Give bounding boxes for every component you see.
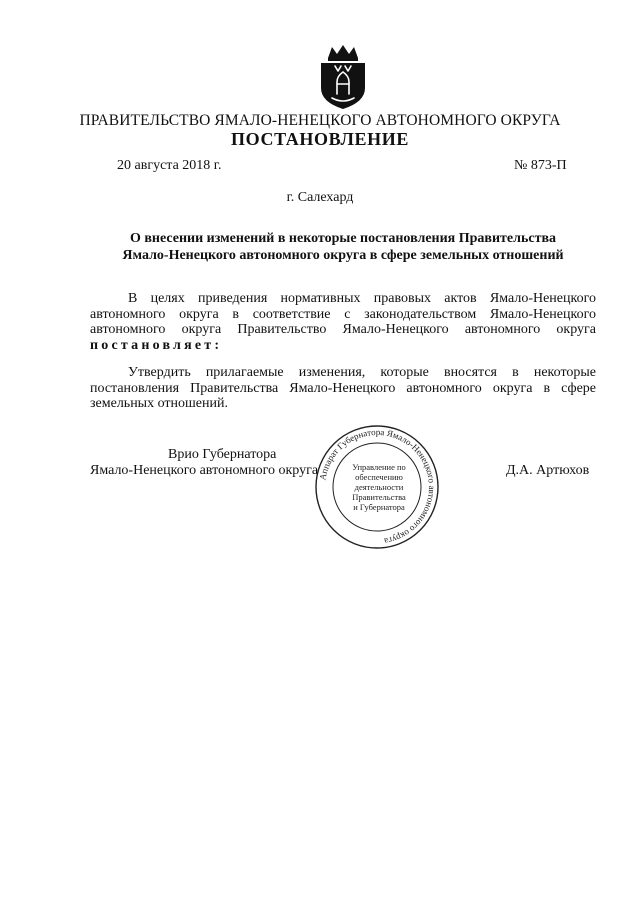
coat-of-arms-icon [318,44,368,110]
stamp-line-4: Правительства [352,492,406,502]
document-city: г. Салехард [286,190,354,205]
document-number: № 873-П [514,158,567,173]
document-title [90,230,596,264]
stamp-ring-text: Аппарат Губернатора Ямало-Ненецкого автономного округа [317,426,438,547]
paragraph-resolution: Утвердить прилагаемые изменения, которые вносятся в некоторые постановления Правительства Ямало-Ненецкого автономного округа в сфере земельных отношений. [90,365,596,411]
signatory-position-line-1: Врио Губернатора [168,447,277,462]
stamp-line-1: Управление по [352,462,406,472]
title-line-2: Ямало-Ненецкого автономного округа в сфере земельных отношений [122,248,564,263]
resolves-word: постановляет [90,337,215,353]
signatory-name: Д.А. Артюхов [506,463,590,478]
paragraph-preamble [90,291,596,353]
document-type: ПОСТАНОВЛЕНИЕ [231,129,409,149]
signatory-position-line-2: Ямало-Ненецкого автономного округа [90,463,319,478]
stamp-line-5: и Губернатора [353,502,405,512]
stamp-line-2: обеспечению [355,472,403,482]
official-stamp [312,422,442,552]
organization-name: ПРАВИТЕЛЬСТВО ЯМАЛО-НЕНЕЦКОГО АВТОНОМНОГО ОКРУГА [79,112,561,129]
document-date: 20 августа 2018 г. [117,158,222,173]
title-line-1: О внесении изменений в некоторые постановления Правительства [129,231,557,246]
resolves-colon: : [214,337,220,353]
preamble-text: В целях приведения нормативных правовых актов Ямало-Ненецкого автономного округа в соответствие с законодательством Ямало-Ненецкого автономного округа Правительство Ямало-Ненецкого автономного округа [90,291,596,337]
stamp-line-3: деятельности [354,482,404,492]
